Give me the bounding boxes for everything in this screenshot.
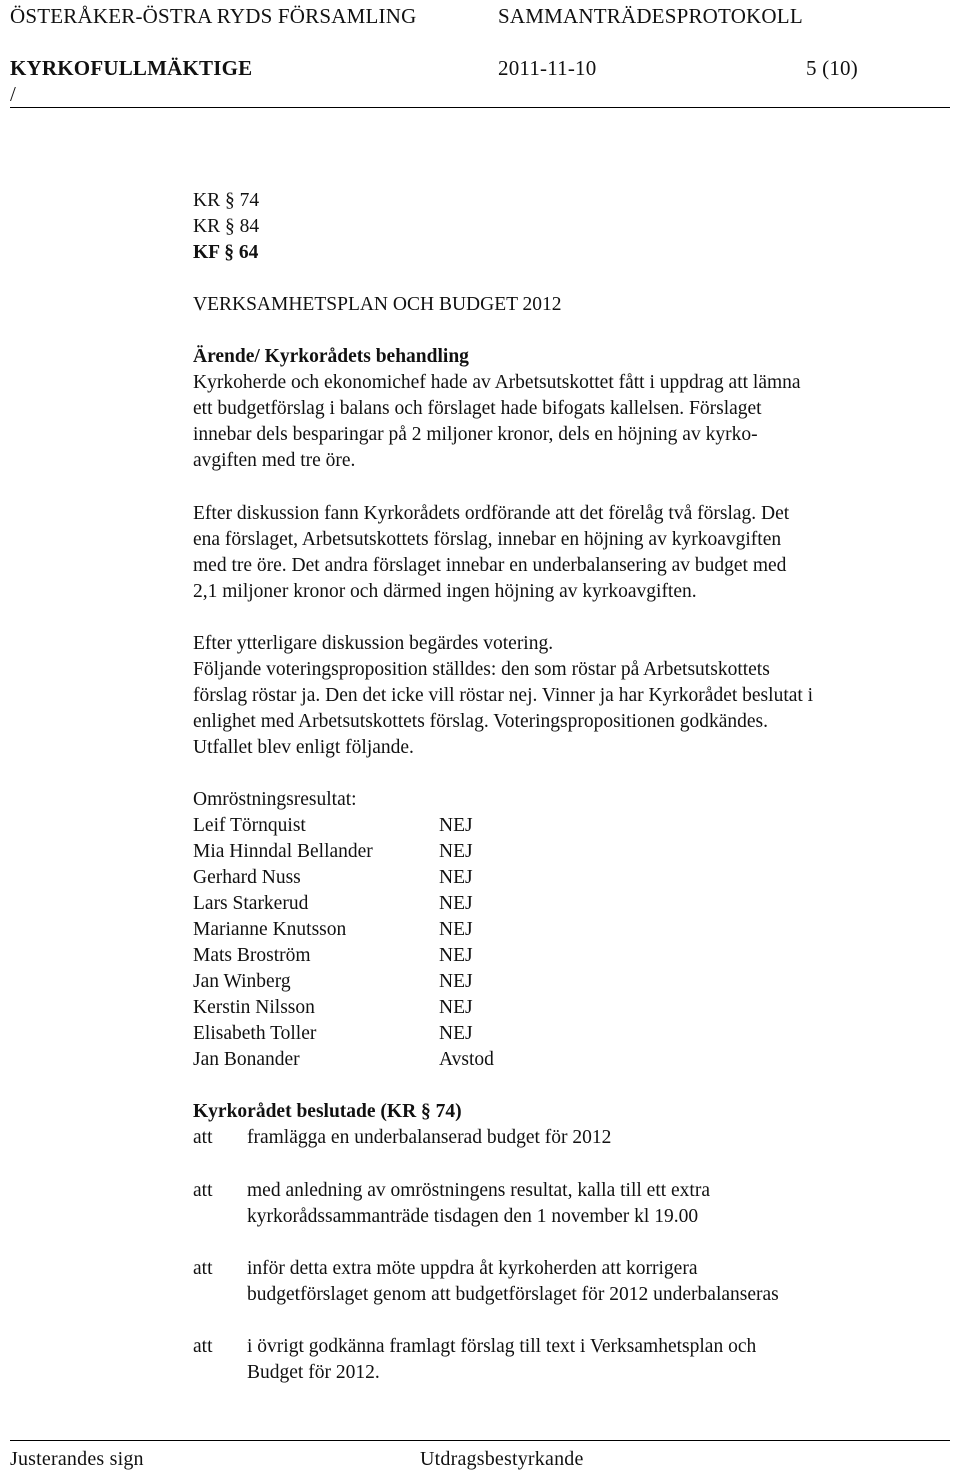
footer-divider	[10, 1440, 950, 1441]
voter-name: Jan Winberg	[193, 971, 291, 992]
paragraph-line: Efter ytterligare diskussion begärdes votering.	[193, 633, 554, 654]
paragraph-line: Efter diskussion fann Kyrkorådets ordförande att det förelåg två förslag. Det	[193, 503, 790, 524]
paragraph-line: ett budgetförslag i balans och förslaget hade bifogats kallelsen. Förslaget	[193, 398, 762, 419]
decision-att-key: att	[193, 1180, 213, 1201]
decision-att-key: att	[193, 1336, 213, 1357]
voter-vote: NEJ	[439, 815, 473, 836]
decision-att-key: att	[193, 1258, 213, 1279]
paragraph-line: Kyrkoherde och ekonomichef hade av Arbetsutskottet fått i uppdrag att lämna	[193, 372, 801, 393]
voter-vote: NEJ	[439, 997, 473, 1018]
paragraph-line: förslag röstar ja. Den det icke vill röstar nej. Vinner ja har Kyrkorådet beslutat i	[193, 685, 814, 706]
voter-vote: NEJ	[439, 1023, 473, 1044]
decision-item-line: framlägga en underbalanserad budget för 2012	[247, 1127, 612, 1148]
section-heading: Ärende/ Kyrkorådets behandling	[193, 346, 469, 367]
voter-name: Leif Törnquist	[193, 815, 306, 836]
reference-kr-84: KR § 84	[193, 216, 260, 237]
meeting-body: KYRKOFULLMÄKTIGE	[10, 56, 253, 80]
paragraph-line: med tre öre. Det andra förslaget innebar en underbalansering av budget med	[193, 555, 787, 576]
voter-name: Gerhard Nuss	[193, 867, 301, 888]
reference-kf-64: KF § 64	[193, 242, 259, 263]
voter-name: Jan Bonander	[193, 1049, 300, 1070]
paragraph-line: enlighet med Arbetsutskottets förslag. Voteringspropositionen godkändes.	[193, 711, 769, 732]
decision-item-line: budgetförslaget genom att budgetförslaget för 2012 underbalanseras	[247, 1284, 779, 1305]
voter-vote: NEJ	[439, 893, 473, 914]
voter-vote: NEJ	[439, 867, 473, 888]
vote-result-label: Omröstningsresultat:	[193, 789, 357, 810]
page-number: 5 (10)	[806, 56, 858, 80]
footer-utdragsbestyrkande: Utdragsbestyrkande	[420, 1448, 584, 1470]
decision-item-line: Budget för 2012.	[247, 1362, 380, 1383]
decision-item-line: kyrkorådssammanträde tisdagen den 1 november kl 19.00	[247, 1206, 699, 1227]
organization-name: ÖSTERÅKER-ÖSTRA RYDS FÖRSAMLING	[10, 4, 417, 28]
decision-item-line: inför detta extra möte uppdra åt kyrkoherden att korrigera	[247, 1258, 698, 1279]
voter-vote: NEJ	[439, 919, 473, 940]
voter-vote: NEJ	[439, 971, 473, 992]
decision-item-line: med anledning av omröstningens resultat, kalla till ett extra	[247, 1180, 711, 1201]
decision-item-line: i övrigt godkänna framlagt förslag till text i Verksamhetsplan och	[247, 1336, 757, 1357]
voter-vote: NEJ	[439, 841, 473, 862]
paragraph-line: 2,1 miljoner kronor och därmed ingen höjning av kyrkoavgiften.	[193, 581, 697, 602]
voter-name: Kerstin Nilsson	[193, 997, 315, 1018]
paragraph-line: ena förslaget, Arbetsutskottets förslag, innebar en höjning av kyrkoavgiften	[193, 529, 782, 550]
decision-heading: Kyrkorådet beslutade (KR § 74)	[193, 1101, 462, 1122]
voter-vote: Avstod	[439, 1049, 494, 1070]
paragraph-line: Utfallet blev enligt följande.	[193, 737, 414, 758]
reference-kr-74: KR § 74	[193, 190, 260, 211]
voter-name: Elisabeth Toller	[193, 1023, 317, 1044]
voter-name: Mia Hinndal Bellander	[193, 841, 373, 862]
meeting-date: 2011-11-10	[498, 56, 597, 80]
header-divider	[10, 107, 950, 108]
footer-justerandes-sign: Justerandes sign	[10, 1448, 144, 1470]
decision-att-key: att	[193, 1127, 213, 1148]
paragraph-line: innebar dels besparingar på 2 miljoner kronor, dels en höjning av kyrko-	[193, 424, 758, 445]
paragraph-line: avgiften med tre öre.	[193, 450, 356, 471]
document-type: SAMMANTRÄDESPROTOKOLL	[498, 4, 803, 28]
paragraph-line: Följande voteringsproposition ställdes: den som röstar på Arbetsutskottets	[193, 659, 770, 680]
header-slash: /	[10, 82, 17, 106]
voter-name: Mats Broström	[193, 945, 311, 966]
voter-name: Lars Starkerud	[193, 893, 309, 914]
document-title: VERKSAMHETSPLAN OCH BUDGET 2012	[193, 294, 562, 315]
voter-name: Marianne Knutsson	[193, 919, 347, 940]
voter-vote: NEJ	[439, 945, 473, 966]
